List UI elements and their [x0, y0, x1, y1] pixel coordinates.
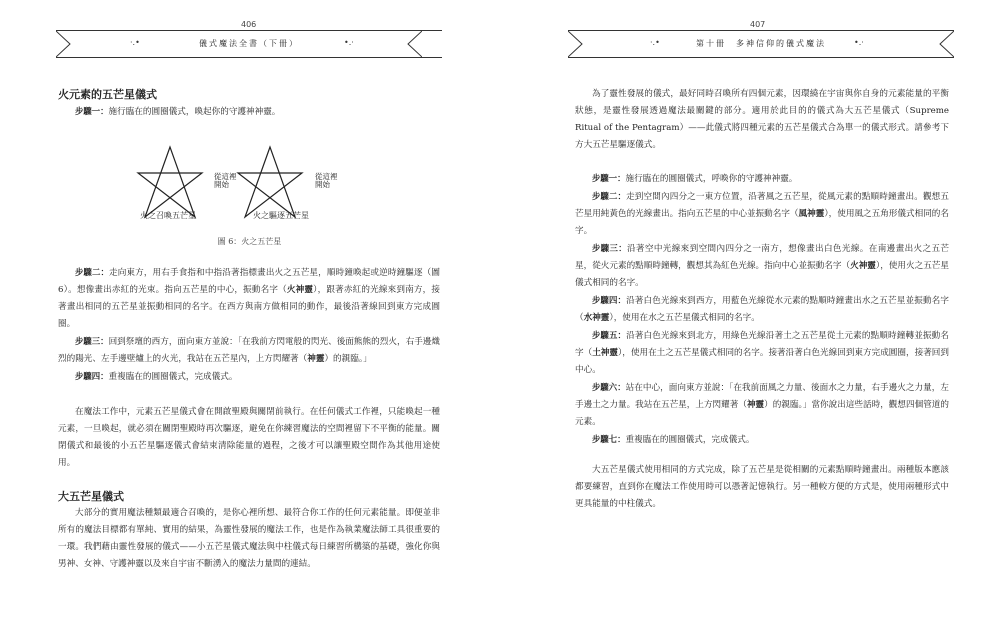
step-text: 施行臨在的圓圈儀式，呼喚你的守護神神靈。	[625, 174, 798, 184]
step-label: 步驟四：	[75, 371, 109, 381]
step-paragraph	[575, 292, 949, 327]
step-text: 沿著空中光線來到空間內四分之一南方，想像畫出白色光線。在南邊畫出火之五芒星，從火元素的點順時鐘轉，觀想其為紅色光線。指向中心並振動名字（	[575, 244, 949, 271]
figure-caption: 圖 6：火之五芒星	[217, 237, 282, 246]
keyword: 風神靈	[798, 209, 825, 219]
step-text: 重複臨在的圓圈儀式，完成儀式。	[108, 372, 238, 382]
step-label: 步驟一：	[592, 173, 626, 183]
step-label: 步驟三：	[75, 336, 109, 346]
step-label: 步驟五：	[592, 330, 627, 340]
header-ornament-right: •.·	[854, 38, 864, 47]
body-paragraph: 為了靈性發展的儀式，最好同時召喚所有四個元素，因環繞在宇宙與你自身的元素能量的平衡狀態，是靈性發展透過魔法最關鍵的部分。適用於此目的的儀式為大五芒星儀式（Supreme Ritual of the Pentagram）——此儀式將四種元素的五芒星儀式合為單一的儀式形式。請參考下方大五芒星驅逐儀式。	[575, 89, 949, 150]
step-label: 步驟六：	[592, 382, 626, 392]
step-label: 步驟二：	[75, 267, 109, 277]
keyword: 水神靈	[583, 313, 610, 323]
right-block-steps	[575, 170, 949, 449]
step-text: ），跟著赤紅的光線來到南方，接著畫出相同的五芒星並振動相同的名字。在西方與南方做相同的動作，最後沿著線回到東方完成圓圈。	[58, 285, 441, 329]
step-paragraph	[575, 188, 949, 240]
step-label: 步驟三：	[592, 243, 627, 253]
step-paragraph	[58, 333, 440, 368]
step-text: 走向東方，用右手食指和中指沿著指標畫出火之五芒星，順時鐘喚起或逆時鐘驅逐（圖6）。想像畫出赤紅的光束。指向五芒星的中心，振動名字（	[58, 268, 440, 295]
keyword: 火神靈	[286, 285, 314, 295]
keyword: 火神靈	[850, 261, 876, 271]
step-paragraph	[58, 368, 440, 386]
page-number: 406	[241, 20, 257, 29]
left-page	[0, 0, 499, 638]
right-page	[500, 0, 999, 638]
step-text: ）的親臨。」當你說出這些話時，觀想四個管道的元素。	[575, 400, 949, 427]
header-ornament-left: ·.•	[130, 38, 140, 47]
star2-label: 火之驅逐五芒星	[253, 211, 309, 220]
star1-start-note: 從這裡開始	[214, 172, 237, 189]
step-paragraph	[575, 327, 949, 379]
step-text: 站在中心，面向東方並說：「在我前面風之力量、後面水之力量，右手邊火之力量，左手邊土之力量。我站在五芒星，上方閃耀著（	[575, 383, 950, 410]
step-paragraph	[58, 264, 440, 333]
step-paragraph	[575, 170, 949, 188]
header-ornament-right: •.·	[344, 38, 354, 47]
header-ornament-left: ·.•	[650, 38, 660, 47]
step-text: 重複臨在的圓圈儀式，完成儀式。	[625, 435, 755, 445]
step-paragraph	[575, 240, 949, 292]
body-paragraph: 大五芒星儀式使用相同的方式完成，除了五芒星是從相關的元素點順時鐘畫出。兩種版本應該都要練習，直到你在魔法工作使用時可以憑著記憶執行。另一種較方便的方式是，使用兩種形式中更具能量的中柱儀式。	[575, 465, 949, 509]
step-text: ），使用火之五芒星儀式相同的名字。	[575, 261, 949, 288]
step-text: ），使用在水之五芒星儀式相同的名字。	[609, 313, 760, 323]
banishing-pentagram-star	[238, 147, 302, 217]
step-text: ）的親臨。」	[324, 354, 372, 364]
step-paragraph	[575, 379, 949, 431]
section-title-fire-pentagram: 火元素的五芒星儀式	[58, 88, 157, 101]
running-head-title: 儀式魔法全書（下冊）	[199, 39, 299, 48]
step-paragraph	[58, 103, 440, 121]
body-paragraph: 在魔法工作中，元素五芒星儀式會在開啟聖殿與關閉前執行。在任何儀式工作裡，只能喚起一種元素，一旦喚起，就必須在關閉聖殿時再次驅逐，避免在你練習魔法的空間裡留下不平衡的能量。關閉儀式和最後的小五芒星驅逐儀式會結束清除能量的過程，之後才可以讓聖殿空間作為其他用途使用。	[58, 407, 440, 468]
invoking-pentagram-star	[138, 147, 202, 217]
step-text: 沿著白色光線來到北方，用綠色光線沿著土之五芒星從土元素的點順時鐘轉並振動名字（	[575, 331, 949, 358]
section-title-supreme-pentagram: 大五芒星儀式	[58, 490, 124, 503]
step-label: 步驟二：	[592, 191, 627, 201]
step-text: 回到祭壇的西方，面向東方並說：「在我前方閃電般的閃光、後面熊熊的烈火，右手邊熾烈的陽光、左手邊壁爐上的火光，我站在五芒星內，上方閃耀著（	[58, 337, 441, 364]
keyword: 土神靈	[592, 348, 618, 358]
step-text: ），使用在土之五芒星儀式相同的名字。接著沿著白色光線回到東方完成圓圈，接著回到中心。	[575, 348, 949, 375]
step-paragraph	[575, 431, 949, 449]
right-block-intro	[575, 86, 949, 154]
left-block-steps	[58, 264, 440, 386]
left-block-para1	[58, 404, 440, 472]
page-number: 407	[750, 20, 766, 29]
step-label: 步驟七：	[592, 434, 626, 444]
step-text: 施行臨在的圓圈儀式，喚起你的守護神神靈。	[108, 107, 281, 117]
left-block-section2	[58, 488, 440, 573]
step-label: 步驟一：	[75, 106, 109, 116]
running-header	[56, 30, 442, 58]
keyword: 神靈	[746, 400, 765, 410]
keyword: 神靈	[307, 354, 325, 364]
step-text: 走到空間內四分之一東方位置，沿著風之五芒星，從風元素的點順時鐘畫出。觀想五芒星用純黃色的光線畫出。指向五芒星的中心並振動名字（	[575, 192, 949, 219]
running-header	[568, 30, 954, 58]
step-text: 沿著白色光線來到西方，用藍色光線從水元素的點順時鐘畫出水之五芒星並振動名字（	[575, 296, 949, 323]
step-text: ），使用風之五角形儀式相同的名字。	[575, 209, 949, 236]
running-head-title: 第十冊 多神信仰的儀式魔法	[696, 39, 826, 48]
step-label: 步驟四：	[592, 295, 627, 305]
star1-label: 火之召喚五芒星	[140, 211, 196, 220]
left-block-top	[58, 86, 440, 121]
body-paragraph: 大部分的實用魔法種類最適合召喚的，是你心裡所想、最符合你工作的任何元素能量。即便並非所有的魔法目標都有單純、實用的結果，為靈性發展的魔法工作，也是作為執業魔法師工具很重要的一環。我們藉由靈性發展的儀式——小五芒星儀式魔法與中柱儀式每日練習所構築的基礎，強化你與男神、女神、守護神靈以及來自宇宙不斷湧入的魔法力量間的連結。	[58, 508, 440, 569]
right-block-closing	[575, 462, 949, 513]
star2-start-note: 從這裡開始	[315, 172, 338, 189]
